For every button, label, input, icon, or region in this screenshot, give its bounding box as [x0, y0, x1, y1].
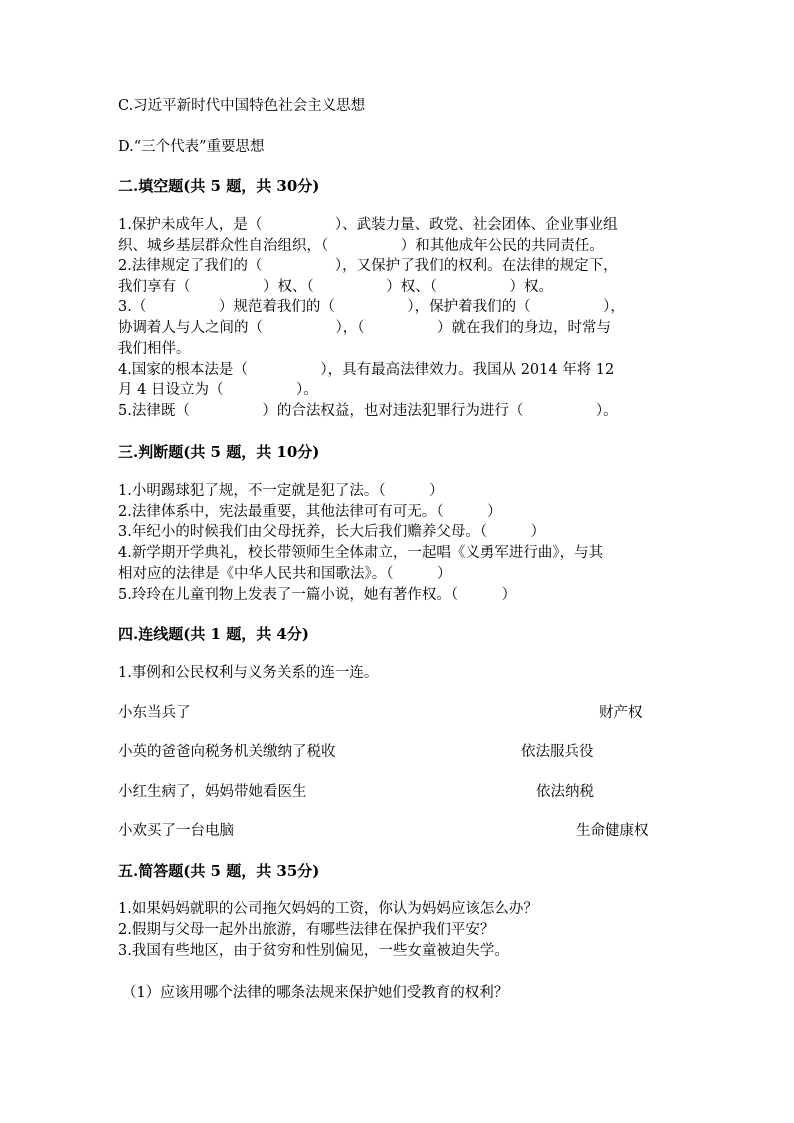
- judge-line: 1.小明踢球犯了规，不一定就是犯了法。（ ）: [118, 483, 444, 499]
- matching-left-item: 小欢买了一台电脑: [118, 823, 234, 839]
- matching-right-item: 依法纳税: [536, 784, 594, 800]
- judge-line: 相对应的法律是《中华人民共和国歌法》。（ ）: [118, 566, 452, 582]
- section-true-false-heading: 三.判断题(共 5 题，共 10分): [118, 443, 320, 461]
- fill-line: 月 4 日设立为（ ）。: [118, 382, 318, 398]
- short-answer-line: 3.我国有些地区，由于贫穷和性别偏见，一些女童被迫失学。: [118, 943, 509, 959]
- fill-line: 5.法律既（ ）的合法权益，也对违法犯罪行为进行（ ）。: [118, 403, 618, 419]
- fill-line: 协调着人与人之间的（ ），（ ）就在我们的身边，时常与: [118, 320, 611, 336]
- fill-line: 我们享有（ ）权、（ ）权、（ ）权。: [118, 279, 553, 295]
- judge-line: 4.新学期开学典礼，校长带领师生全体肃立，一起唱《义勇军进行曲》，与其: [118, 545, 604, 561]
- fill-line: 我们相伴。: [118, 341, 191, 357]
- matching-left-item: 小东当兵了: [118, 705, 191, 721]
- fill-line: 3.（ ）规范着我们的（ ），保护着我们的（ ），: [118, 299, 625, 315]
- short-answer-subquestion: （1）应该用哪个法律的哪条法规来保护她们受教育的权利？: [122, 985, 509, 1001]
- section-matching-heading: 四.连线题(共 1 题，共 4分): [118, 625, 309, 643]
- section-short-answer-heading: 五.简答题(共 5 题，共 35分): [118, 862, 320, 880]
- fill-line: 2.法律规定了我们的（ ），又保护了我们的权利。在法律的规定下，: [118, 258, 618, 274]
- judge-line: 5.玲玲在儿童刊物上发表了一篇小说，她有著作权。（ ）: [118, 587, 517, 603]
- fill-line: 1.保护未成年人，是（ ）、武装力量、政党、社会团体、企业事业组: [118, 217, 618, 233]
- matching-right-item: 生命健康权: [576, 823, 649, 839]
- matching-right-item: 依法服兵役: [521, 744, 594, 760]
- fill-line: 织、城乡基层群众性自治组织，（ ）和其他成年公民的共同责任。: [118, 238, 604, 254]
- section-fill-blank-heading: 二.填空题(共 5 题，共 30分): [118, 177, 320, 195]
- matching-left-item: 小红生病了，妈妈带她看医生: [118, 784, 307, 800]
- matching-left-item: 小英的爸爸向税务机关缴纳了税收: [118, 744, 336, 760]
- matching-right-item: 财产权: [599, 705, 643, 721]
- choice-c: C.习近平新时代中国特色社会主义思想: [118, 98, 366, 114]
- short-answer-line: 2.假期与父母一起外出旅游，有哪些法律在保护我们平安？: [118, 922, 495, 938]
- choice-d: D.“三个代表”重要思想: [118, 139, 265, 155]
- fill-line: 4.国家的根本法是（ ），具有最高法律效力。我国从 2014 年将 12: [118, 362, 615, 378]
- matching-prompt: 1.事例和公民权利与义务关系的连一连。: [118, 665, 379, 681]
- judge-line: 3.年纪小的时候我们由父母抚养，长大后我们赡养父母。（ ）: [118, 524, 546, 540]
- judge-line: 2.法律体系中，宪法最重要，其他法律可有可无。（ ）: [118, 504, 502, 520]
- short-answer-line: 1.如果妈妈就职的公司拖欠妈妈的工资，你认为妈妈应该怎么办？: [118, 901, 538, 917]
